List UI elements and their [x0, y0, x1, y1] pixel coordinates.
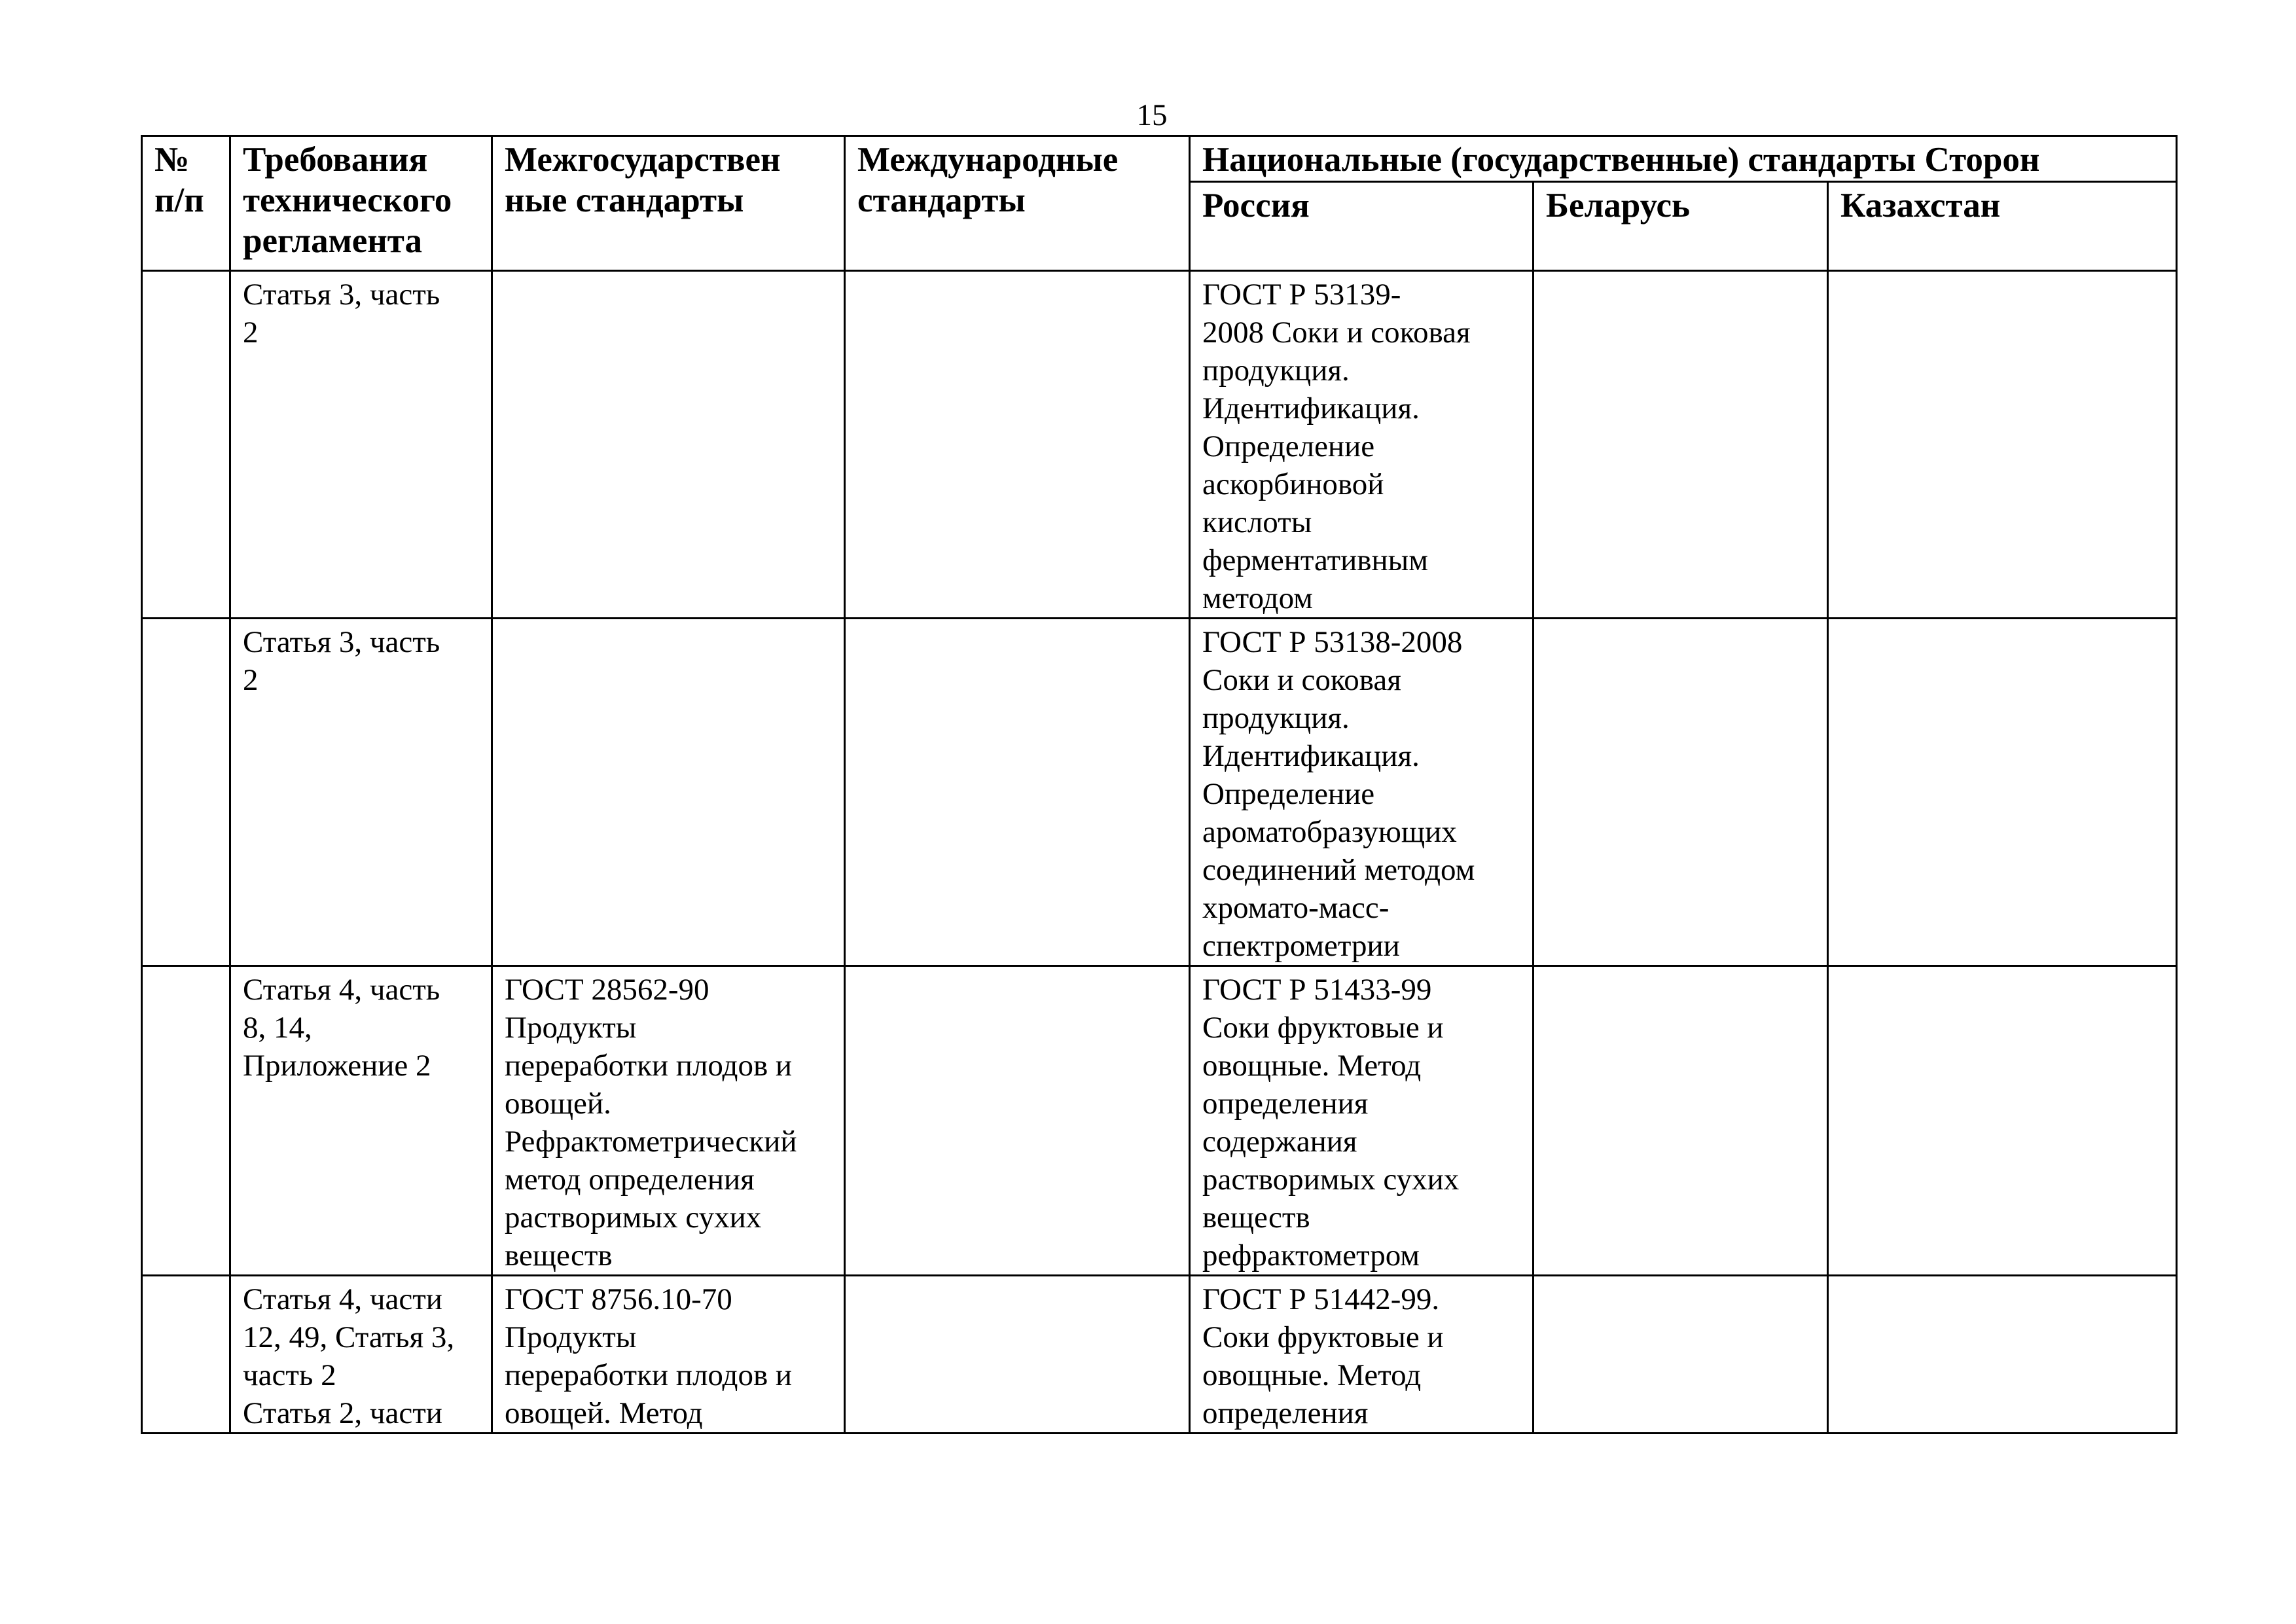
header-interstate-standards: Межгосударствен ные стандарты	[492, 136, 845, 271]
international-standard-cell	[845, 271, 1190, 619]
header-international-standards: Международные стандарты	[845, 136, 1190, 271]
interstate-standard-cell	[492, 619, 845, 966]
international-standard-cell	[845, 966, 1190, 1276]
kazakhstan-standard-cell	[1828, 1276, 2177, 1434]
kazakhstan-standard-cell	[1828, 619, 2177, 966]
row-number	[142, 619, 230, 966]
kazakhstan-standard-cell	[1828, 966, 2177, 1276]
interstate-standard-cell: ГОСТ 8756.10-70 Продукты переработки плодов и овощей. Метод	[492, 1276, 845, 1434]
table-row	[142, 619, 2177, 966]
header-belarus: Беларусь	[1534, 182, 1828, 271]
interstate-standard-cell: ГОСТ 28562-90 Продукты переработки плодов и овощей. Рефрактометрический метод определения растворимых сухих веществ	[492, 966, 845, 1276]
requirement-cell: Статья 4, части 12, 49, Статья 3, часть 2 Статья 2, части	[230, 1276, 492, 1434]
russia-standard-cell: ГОСТ Р 51433-99 Соки фруктовые и овощные. Метод определения содержания растворимых сухих веществ рефрактометром	[1190, 966, 1534, 1276]
russia-standard-cell: ГОСТ Р 51442-99. Соки фруктовые и овощные. Метод определения	[1190, 1276, 1534, 1434]
belarus-standard-cell	[1534, 966, 1828, 1276]
standards-table	[141, 135, 2178, 1434]
header-kazakhstan: Казахстан	[1828, 182, 2177, 271]
belarus-standard-cell	[1534, 1276, 1828, 1434]
header-num: № п/п	[142, 136, 230, 271]
page-number: 15	[1136, 98, 1168, 132]
requirement-cell: Статья 3, часть 2	[230, 619, 492, 966]
belarus-standard-cell	[1534, 271, 1828, 619]
requirement-cell: Статья 3, часть 2	[230, 271, 492, 619]
row-number	[142, 1276, 230, 1434]
header-requirements: Требования технического регламента	[230, 136, 492, 271]
row-number	[142, 271, 230, 619]
belarus-standard-cell	[1534, 619, 1828, 966]
kazakhstan-standard-cell	[1828, 271, 2177, 619]
table-row	[142, 1276, 2177, 1434]
row-number	[142, 966, 230, 1276]
header-national-standards: Национальные (государственные) стандарты Сторон	[1190, 136, 2177, 182]
international-standard-cell	[845, 1276, 1190, 1434]
interstate-standard-cell	[492, 271, 845, 619]
russia-standard-cell: ГОСТ Р 53138-2008 Соки и соковая продукция. Идентификация. Определение ароматобразующих соединений методом хромато-масс- спектрометрии	[1190, 619, 1534, 966]
requirement-cell: Статья 4, часть 8, 14, Приложение 2	[230, 966, 492, 1276]
table-row	[142, 271, 2177, 619]
header-russia: Россия	[1190, 182, 1534, 271]
russia-standard-cell: ГОСТ Р 53139- 2008 Соки и соковая продукция. Идентификация. Определение аскорбиновой кислоты ферментативным методом	[1190, 271, 1534, 619]
table-row	[142, 966, 2177, 1276]
international-standard-cell	[845, 619, 1190, 966]
